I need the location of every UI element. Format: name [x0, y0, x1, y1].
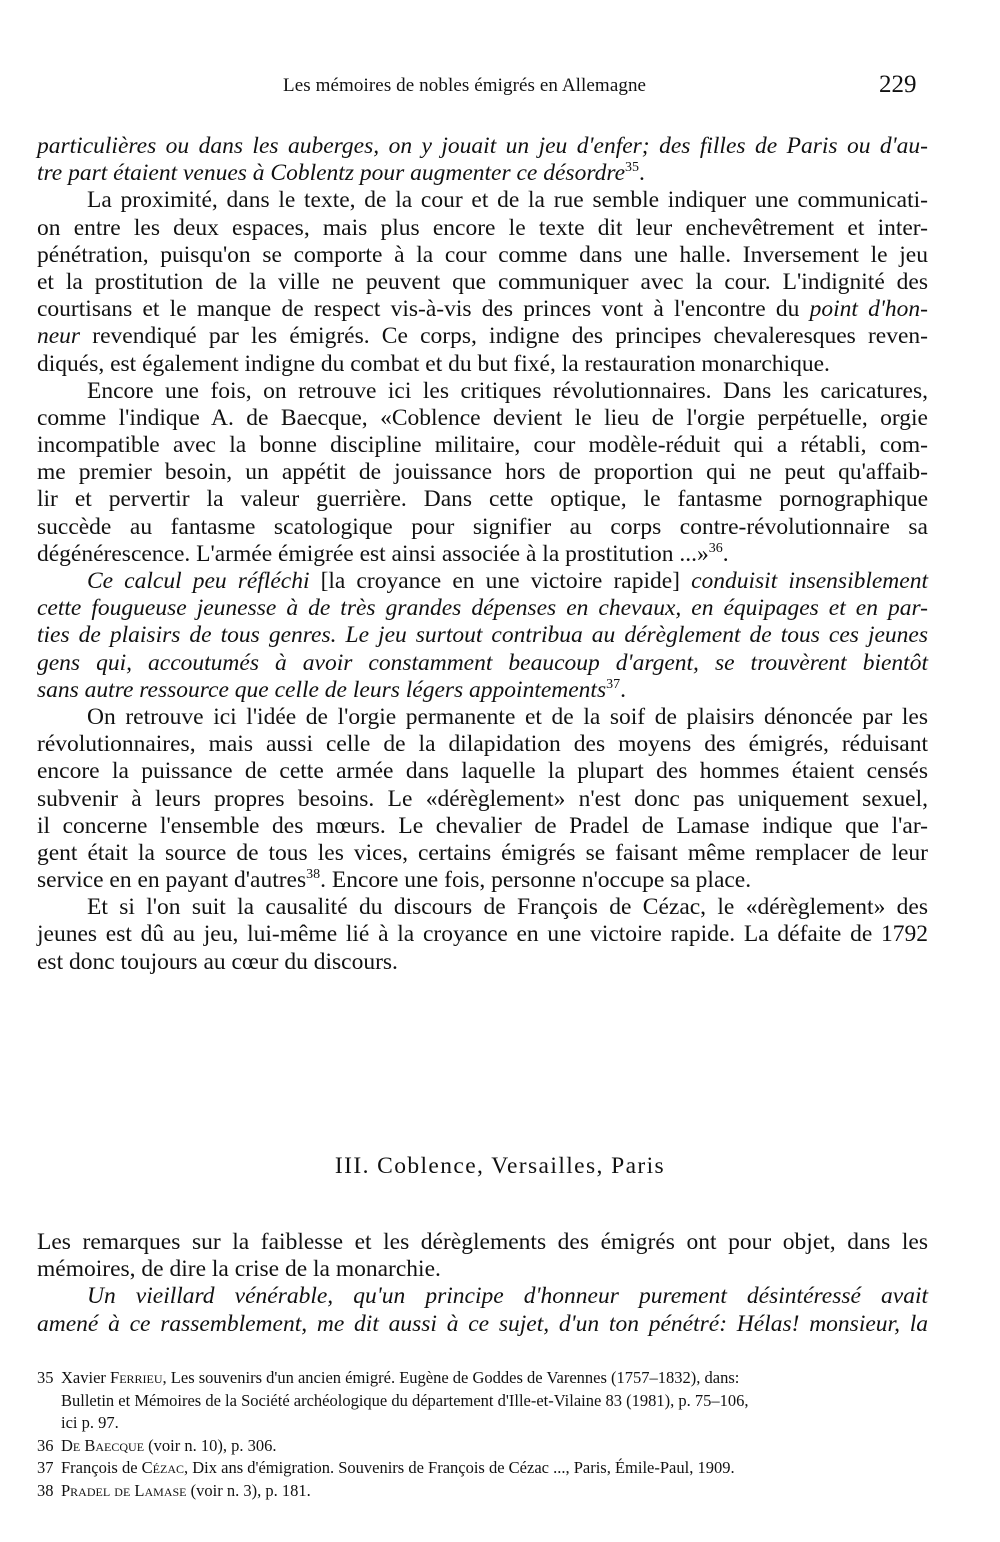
- footnote-text: (voir n. 10), p. 306.: [144, 1435, 277, 1455]
- line-text: lir et pervertir la valeur guerrière. Dans cette optique, le fantasme pornographique: [37, 486, 928, 513]
- text-line: [37, 215, 928, 242]
- text-line: [37, 840, 928, 867]
- text-line: [37, 133, 928, 160]
- italic-text: point d'hon-: [809, 296, 928, 323]
- section-heading: III. Coblence, Versailles, Paris: [334, 1153, 666, 1179]
- italic-text: sans autre ressource que celle de leurs légers appointements: [37, 676, 607, 703]
- line-text: Les remarques sur la faiblesse et les dérèglements des émigrés ont pour objet, dans les: [37, 1229, 928, 1255]
- footnote-text: ici p. 97.: [61, 1413, 119, 1432]
- line-text: service en en payant d'autres: [37, 867, 307, 894]
- italic-text: neur: [37, 323, 81, 350]
- line-text: [la croyance en une victoire rapide]: [309, 568, 692, 594]
- footnote-number: 37: [37, 1458, 54, 1477]
- line-text: . Encore une fois, personne n'occupe sa place.: [320, 867, 752, 894]
- footnote-text: (voir n. 3), p. 181.: [186, 1480, 311, 1500]
- line-text: est donc toujours au cœur du discours.: [37, 948, 398, 975]
- line-text: comme l'indique A. de Baecque, «Coblence devient le lieu de l'orgie perpétuelle, orgie: [37, 404, 928, 431]
- italic-text: gens qui, accoutumés à avoir constamment beaucoup d'argent, se trouvèrent bientôt: [37, 649, 928, 676]
- italic-text: amené à ce rassemblement, me dit aussi à ce sujet, d'un ton pénétré: Hélas! monsieur, la: [37, 1310, 928, 1337]
- line-text: et la prostitution de la ville ne peuvent que communiquer avec la cour. L'indignité des: [37, 268, 928, 295]
- text-line: [37, 568, 928, 595]
- line-text: mémoires, de dire la crise de la monarchie.: [37, 1256, 441, 1283]
- text-line: [37, 704, 928, 731]
- footnote-line: [37, 1435, 928, 1458]
- text-line: [37, 242, 928, 269]
- text-line: [37, 894, 928, 921]
- italic-text: cette fougueuse jeunesse à de très grandes dépenses en chevaux, en équipages et en par-: [37, 595, 928, 622]
- footnote-text: Bulletin et Mémoires de la Société archéologique du département d'Ille-et-Vilaine 83 (1981), p. 75–106,: [61, 1390, 749, 1410]
- line-text: dégénérescence. L'armée émigrée est ainsi associée à la prostitution ...»: [37, 540, 709, 567]
- text-line: [37, 486, 928, 513]
- line-text: On retrouve ici l'idée de l'orgie permanente et de la soif de plaisirs dénoncée par les: [87, 703, 928, 730]
- text-line: [37, 1311, 928, 1338]
- line-text: .: [639, 160, 645, 187]
- text-line: [37, 1283, 928, 1310]
- text-line: [37, 758, 928, 785]
- footnote-line: [37, 1367, 928, 1390]
- footnote-text: Xavier: [61, 1368, 111, 1387]
- text-line: [37, 786, 928, 813]
- author-name: De Baecque: [61, 1435, 145, 1455]
- line-text: .: [722, 540, 729, 567]
- text-line: [37, 351, 928, 378]
- italic-text: tre part étaient venues à Coblentz pour augmenter ce désordre: [37, 160, 626, 187]
- text-line: [37, 650, 928, 677]
- text-line: [37, 1256, 928, 1283]
- line-text: Encore une fois, on retrouve ici les critiques révolutionnaires. Dans les caricatures,: [87, 377, 928, 404]
- footnote-text: François de: [61, 1458, 142, 1477]
- footnote-ref: 37: [606, 676, 621, 692]
- italic-text: Un vieillard vénérable, qu'un principe d'honneur purement désintéressé avait: [87, 1283, 928, 1310]
- footnote-ref: 36: [708, 540, 723, 556]
- italic-text: Ce calcul peu réfléchi: [87, 568, 310, 594]
- text-line: [37, 432, 928, 459]
- text-line: [37, 269, 928, 296]
- footnote-number: 35: [37, 1368, 54, 1387]
- text-line: [37, 187, 928, 214]
- footnote-text: , Dix ans d'émigration. Souvenirs de François de Cézac ..., Paris, Émile-Paul, 1909.: [184, 1458, 735, 1477]
- footnotes: [37, 1367, 928, 1502]
- line-text: incompatible avec la bonne discipline militaire, cour modèle-réduit qui a rétabli, com-: [37, 432, 928, 459]
- page-number: 229: [879, 71, 917, 98]
- line-text: gent était la source de tous les vices, certains émigrés se faisant même remplacer de leur: [37, 839, 928, 866]
- text-line: [37, 378, 928, 405]
- text-line: [37, 405, 928, 432]
- footnote-line: [37, 1412, 928, 1435]
- line-text: La proximité, dans le texte, de la cour et de la rue semble indiquer une communicati-: [87, 187, 928, 214]
- line-text: .: [620, 676, 626, 703]
- line-text: il concerne l'ensemble des mœurs. Le chevalier de Pradel de Lamase indique que l'ar-: [37, 812, 928, 839]
- line-text: jeunes est dû au jeu, lui-même lié à la croyance en une victoire rapide. La défaite de 1792: [37, 921, 928, 948]
- italic-text: ties de plaisirs de tous genres. Le jeu surtout contribua au dérèglement de tous ces jeunes: [37, 622, 928, 649]
- line-text: succède au fantasme scatologique pour signifier au corps contre-révolutionnaire sa: [37, 513, 928, 540]
- footnote-number: 38: [37, 1480, 54, 1500]
- text-line: [37, 867, 928, 894]
- body-text-top: [37, 133, 928, 976]
- italic-text: particulières ou dans les auberges, on y jouait un jeu d'enfer; des filles de Paris ou d'au-: [37, 133, 928, 159]
- body-text-bottom: [37, 1229, 928, 1338]
- author-name: Pradel de Lamase: [61, 1480, 187, 1500]
- running-title: Les mémoires de nobles émigrés en Allemagne: [283, 75, 647, 96]
- line-text: on entre les deux espaces, mais plus encore le texte dit leur enchevêtrement et inter-: [37, 214, 928, 241]
- footnote-line: [37, 1390, 928, 1413]
- footnote-ref: 35: [625, 160, 640, 176]
- italic-text: conduisit insensiblement: [691, 568, 928, 594]
- footnote-text: , Les souvenirs d'un ancien émigré. Eugène de Goddes de Varennes (1757–1832), dans:: [162, 1368, 740, 1387]
- author-name: Cézac: [141, 1458, 184, 1477]
- line-text: revendiqué par les émigrés. Ce corps, indigne des principes chevaleresques reven-: [80, 323, 928, 350]
- line-text: diqués, est également indigne du combat et du but fixé, la restauration monarchique.: [37, 350, 830, 377]
- line-text: courtisans et le manque de respect vis-à-vis des princes vont à l'encontre du: [37, 296, 810, 323]
- author-name: Ferrieu: [110, 1368, 163, 1387]
- text-line: [37, 459, 928, 486]
- text-line: [37, 677, 928, 704]
- line-text: me premier besoin, un appétit de jouissance hors de proportion qui ne peut qu'affaib-: [37, 459, 928, 486]
- text-line: [37, 813, 928, 840]
- line-text: Et si l'on suit la causalité du discours de François de Cézac, le «dérèglement» des: [87, 894, 928, 921]
- text-line: [37, 514, 928, 541]
- text-line: [37, 731, 928, 758]
- line-text: subvenir à leurs propres besoins. Le «dérèglement» n'est donc pas uniquement sexuel,: [37, 785, 928, 812]
- footnote-ref: 38: [306, 867, 321, 883]
- text-line: [37, 595, 928, 622]
- footnote-line: [37, 1480, 928, 1503]
- text-line: [37, 296, 928, 323]
- line-text: révolutionnaires, mais aussi celle de la dilapidation des moyens des émigrés, réduisant: [37, 731, 928, 758]
- line-text: encore la puissance de cette armée dans laquelle la plupart des hommes étaient censés: [37, 758, 928, 785]
- text-line: [37, 541, 928, 568]
- text-line: [37, 323, 928, 350]
- line-text: pénétration, puisqu'on se comporte à la cour comme dans une halle. Inversement le jeu: [37, 241, 928, 268]
- footnote-number: 36: [37, 1435, 54, 1455]
- footnote-line: [37, 1457, 928, 1480]
- text-line: [37, 949, 928, 976]
- text-line: [37, 622, 928, 649]
- text-line: [37, 1229, 928, 1256]
- text-line: [37, 160, 928, 187]
- text-line: [37, 921, 928, 948]
